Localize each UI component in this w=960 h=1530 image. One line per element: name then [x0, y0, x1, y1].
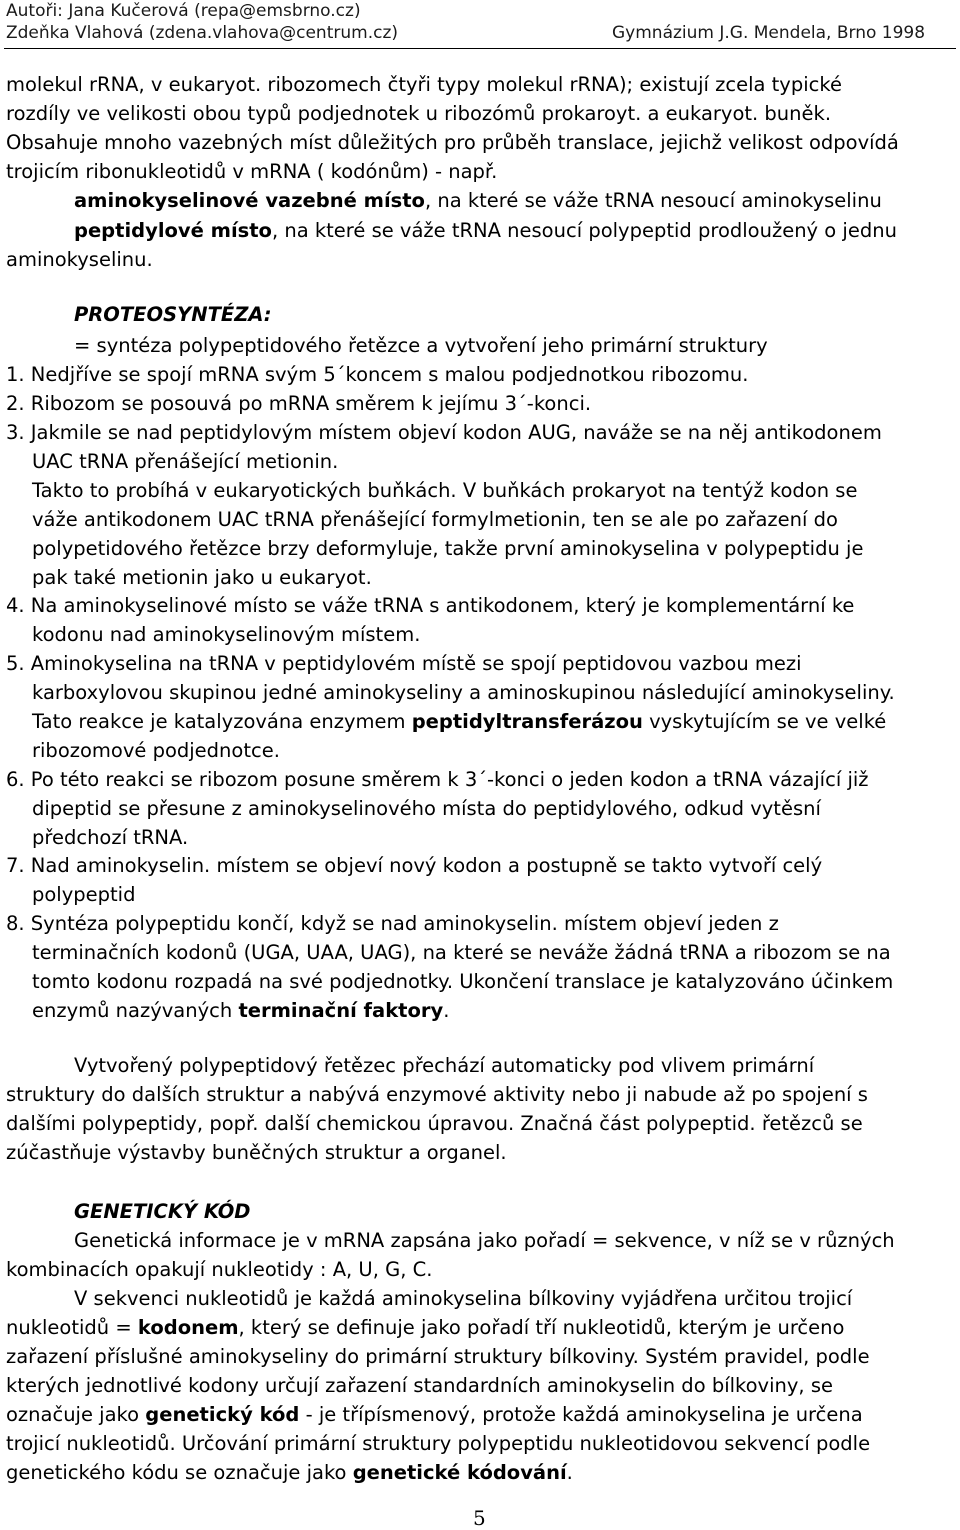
step-4: 4. Na aminokyselinové místo se váže tRNA s antikodonem, který je komplementární ke	[6, 594, 855, 617]
p-site-term: peptidylové místo	[74, 219, 272, 242]
a-site-term: aminokyselinové vazebné místo	[74, 189, 425, 212]
kodon-term: kodonem	[137, 1316, 239, 1339]
step-3-cont: polypetidového řetězce brzy deformyluje, takže první aminokyselina v polypeptidu je	[32, 537, 864, 560]
step-3-cont: váže antikodonem UAC tRNA přenášející formylmetionin, ten se ale po zařazení do	[32, 508, 838, 531]
intro-line: aminokyselinu.	[6, 248, 153, 271]
paragraph-line: dalšími polypeptidy, popř. další chemickou úpravou. Značná část polypeptid. řetězců se	[6, 1112, 863, 1135]
step-5-cont: ribozomové podjednotce.	[32, 739, 280, 762]
paragraph-line: zařazení příslušné aminokyseliny do primární struktury bílkoviny. Systém pravidel, podle	[6, 1345, 870, 1368]
intro-line: molekul rRNA, v eukaryot. ribozomech čtyři typy molekul rRNA); existují zcela typické	[6, 73, 842, 96]
step-3-cont: UAC tRNA přenášející metionin.	[32, 450, 339, 473]
header-authors-line1: Autoři: Jana Kučerová (repa@emsbrno.cz)	[6, 1, 361, 21]
paragraph-line: genetického kódu se označuje jako genetické kódování.	[6, 1461, 573, 1484]
paragraph-line: nukleotidů = kodonem, který se definuje jako pořadí tří nukleotidů, kterým je určeno	[6, 1316, 845, 1339]
termination-factors-term: terminační faktory	[238, 999, 444, 1022]
a-site-line: aminokyselinové vazebné místo, na které se váže tRNA nesoucí aminokyselinu	[74, 189, 882, 212]
paragraph-line: trojicí nukleotidů. Určování primární struktury polypeptidu nukleotidovou sekvencí podle	[6, 1432, 871, 1455]
step-8: 8. Syntéza polypeptidu končí, když se nad aminokyselin. místem objeví jeden z	[6, 912, 779, 935]
page-number: 5	[473, 1506, 486, 1530]
step-3: 3. Jakmile se nad peptidylovým místem objeví kodon AUG, naváže se na něj antikodonem	[6, 421, 882, 444]
section-heading-geneticky-kod: GENETICKÝ KÓD	[74, 1200, 251, 1223]
step-6: 6. Po této reakci se ribozom posune směrem k 3´-konci o jeden kodon a tRNA vázající již	[6, 768, 869, 791]
step-5: 5. Aminokyselina na tRNA v peptidylovém místě se spojí peptidovou vazbou mezi	[6, 652, 802, 675]
step-7-cont: polypeptid	[32, 883, 136, 906]
intro-line: rozdíly ve velikosti obou typů podjednotek u ribozómů prokaroyt. a eukaryot. buněk.	[6, 102, 832, 125]
genetic-code-term: genetický kód	[145, 1403, 300, 1426]
step-8-cont: terminačních kodonů (UGA, UAA, UAG), na které se neváže žádná tRNA a ribozom se na	[32, 941, 891, 964]
header-rule	[4, 48, 956, 49]
intro-line: trojicím ribonukleotidů v mRNA ( kodónům) - např.	[6, 160, 498, 183]
paragraph-line: zúčastňuje výstavby buněčných struktur a organel.	[6, 1141, 507, 1164]
step-6-cont: dipeptid se přesune z aminokyselinového místa do peptidylového, odkud vytěsní	[32, 797, 821, 820]
step-6-cont: předchozí tRNA.	[32, 826, 189, 849]
genetic-coding-term: genetické kódování	[352, 1461, 567, 1484]
step-2: 2. Ribozom se posouvá po mRNA směrem k jejímu 3´-konci.	[6, 392, 592, 415]
paragraph-line: kombinacích opakují nukleotidy : A, U, G, C.	[6, 1258, 433, 1281]
step-4-cont: kodonu nad aminokyselinovým místem.	[32, 623, 421, 646]
paragraph-line: struktury do dalších struktur a nabývá enzymové aktivity nebo ji nabude až po spojení s	[6, 1083, 868, 1106]
step-8-cont: tomto kodonu rozpadá na své podjednotky. Ukončení translace je katalyzováno účinkem	[32, 970, 894, 993]
paragraph-line: V sekvenci nukleotidů je každá aminokyselina bílkoviny vyjádřena určitou trojicí	[74, 1287, 853, 1310]
paragraph-line: Vytvořený polypeptidový řetězec přechází automaticky pod vlivem primární	[74, 1054, 815, 1077]
header-authors-line2: Zdeňka Vlahová (zdena.vlahova@centrum.cz)	[6, 23, 398, 43]
step-5-cont: karboxylovou skupinou jedné aminokyseliny a aminoskupinou následující aminokyseliny.	[32, 681, 895, 704]
section-heading-proteosynteza: PROTEOSYNTÉZA:	[74, 303, 272, 326]
step-3-cont: pak také metionin jako u eukaryot.	[32, 566, 372, 589]
paragraph-line: Genetická informace je v mRNA zapsána jako pořadí = sekvence, v níž se v různých	[74, 1229, 895, 1252]
peptidyltransferase-term: peptidyltransferázou	[411, 710, 643, 733]
paragraph-line: kterých jednotlivé kodony určují zařazení standardních aminokyselin do bílkoviny, se	[6, 1374, 833, 1397]
step-8-cont: enzymů nazývaných terminační faktory.	[32, 999, 450, 1022]
step-3-cont: Takto to probíhá v eukaryotických buňkách. V buňkách prokaryot na tentýž kodon se	[32, 479, 858, 502]
step-1: 1. Nedjříve se spojí mRNA svým 5´koncem s malou podjednotkou ribozomu.	[6, 363, 749, 386]
step-5-cont: Tato reakce je katalyzována enzymem peptidyltransferázou vyskytujícím se ve velké	[32, 710, 887, 733]
step-7: 7. Nad aminokyselin. místem se objeví nový kodon a postupně se takto vytvoří celý	[6, 854, 823, 877]
paragraph-line: označuje jako genetický kód - je třípísmenový, protože každá aminokyselina je určena	[6, 1403, 863, 1426]
header-institution: Gymnázium J.G. Mendela, Brno 1998	[612, 23, 926, 43]
p-site-line: peptidylové místo, na které se váže tRNA nesoucí polypeptid prodloužený o jednu	[74, 219, 897, 242]
definition-line: = syntéza polypeptidového řetězce a vytvoření jeho primární struktury	[74, 334, 768, 357]
intro-line: Obsahuje mnoho vazebných míst důležitých pro průběh translace, jejichž velikost odpovídá	[6, 131, 899, 154]
